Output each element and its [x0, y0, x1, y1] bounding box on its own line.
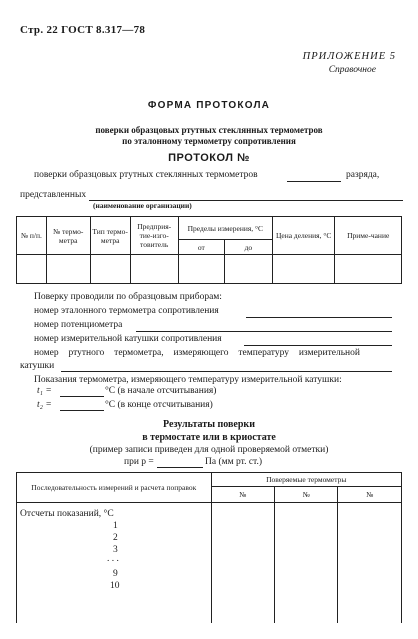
thermometer-table — [16, 216, 402, 284]
row-2: 2 — [113, 533, 118, 543]
col-limits: Пределы измерения, °С — [178, 217, 272, 240]
organization-hint: (наименование организации) — [93, 201, 192, 210]
t1-label: t₁ = — [37, 386, 52, 396]
grade-field[interactable] — [287, 181, 341, 182]
subtitle-line2: по эталонному термометру сопротивления — [122, 136, 296, 146]
row-1: 1 — [113, 521, 118, 531]
potentiometer-field[interactable] — [136, 331, 392, 332]
readings-intro: Показания термометра, измеряющего температуру измерительной катушки: — [34, 375, 342, 385]
results-title: Результаты поверки — [163, 419, 255, 430]
potentiometer-label: номер потенциометра — [34, 320, 123, 330]
col-no2: № — [275, 487, 338, 503]
coil-field[interactable] — [244, 345, 392, 346]
col-verified: Поверяемые термометры — [211, 473, 401, 487]
row-3: 3 — [113, 545, 118, 555]
pressure-suffix: Па (мм рт. ст.) — [205, 457, 263, 467]
pressure-prefix: при p = — [124, 457, 154, 467]
verification-intro: Поверку проводили по образцовым приборам: — [34, 292, 222, 302]
verify-prefix: поверки образцовых ртутных стеклянных термометров — [34, 170, 258, 180]
results-subtitle: в термостате или в криостате — [142, 432, 276, 443]
grade-suffix: разряда, — [346, 170, 380, 180]
col-note: Приме-чание — [335, 217, 402, 255]
coil-label: номер измерительной катушки сопротивления — [34, 334, 222, 344]
col-manufacturer: Предприя-тие-изго-товитель — [130, 217, 178, 255]
standard-label: номер эталонного термометра сопротивления — [34, 306, 219, 316]
results-note: (пример записи приведен для одной проверяемой отметки) — [89, 445, 329, 455]
presented-label: представленных — [20, 190, 87, 200]
appendix-note: Справочное — [328, 65, 376, 75]
col-no1: № — [211, 487, 274, 503]
col-to: до — [224, 240, 272, 255]
appendix-label: ПРИЛОЖЕНИЕ 5 — [302, 51, 396, 62]
col-from: от — [178, 240, 224, 255]
pressure-field[interactable] — [157, 467, 203, 468]
table-row[interactable] — [17, 255, 402, 284]
t2-suffix: °С (в конце отсчитывания) — [105, 400, 213, 410]
page-header: Стр. 22 ГОСТ 8.317—78 — [20, 24, 146, 36]
t2-field[interactable] — [60, 410, 104, 411]
col-thermo-no: № термо-метра — [46, 217, 90, 255]
protocol-title: ПРОТОКОЛ № — [168, 152, 250, 164]
mercury-label: номер ртутного термометра, измеряющего температуру измерительной — [34, 348, 360, 358]
t1-field[interactable] — [60, 396, 104, 397]
col-thermo-type: Тип термо-метра — [90, 217, 130, 255]
subtitle-line1: поверки образцовых ртутных стеклянных термометров — [95, 125, 323, 135]
mercury-field[interactable] — [61, 371, 392, 372]
row-10: 10 — [110, 581, 120, 591]
mercury-label-cont: катушки — [20, 361, 55, 371]
col-division: Цена деления, °С — [272, 217, 334, 255]
results-table — [16, 472, 402, 623]
col-sequence: Последовательность измерений и расчета поправок — [17, 473, 212, 503]
col-num: № п/п. — [17, 217, 47, 255]
form-title: ФОРМА ПРОТОКОЛА — [147, 100, 271, 111]
readings-label: Отсчеты показаний, °С — [20, 509, 114, 519]
row-ellipsis: . . . — [107, 554, 119, 564]
col-no3: № — [338, 487, 402, 503]
row-9: 9 — [113, 569, 118, 579]
t1-suffix: °С (в начале отсчитывания) — [105, 386, 217, 396]
standard-field[interactable] — [246, 317, 392, 318]
t2-label: t₂ = — [37, 400, 52, 410]
